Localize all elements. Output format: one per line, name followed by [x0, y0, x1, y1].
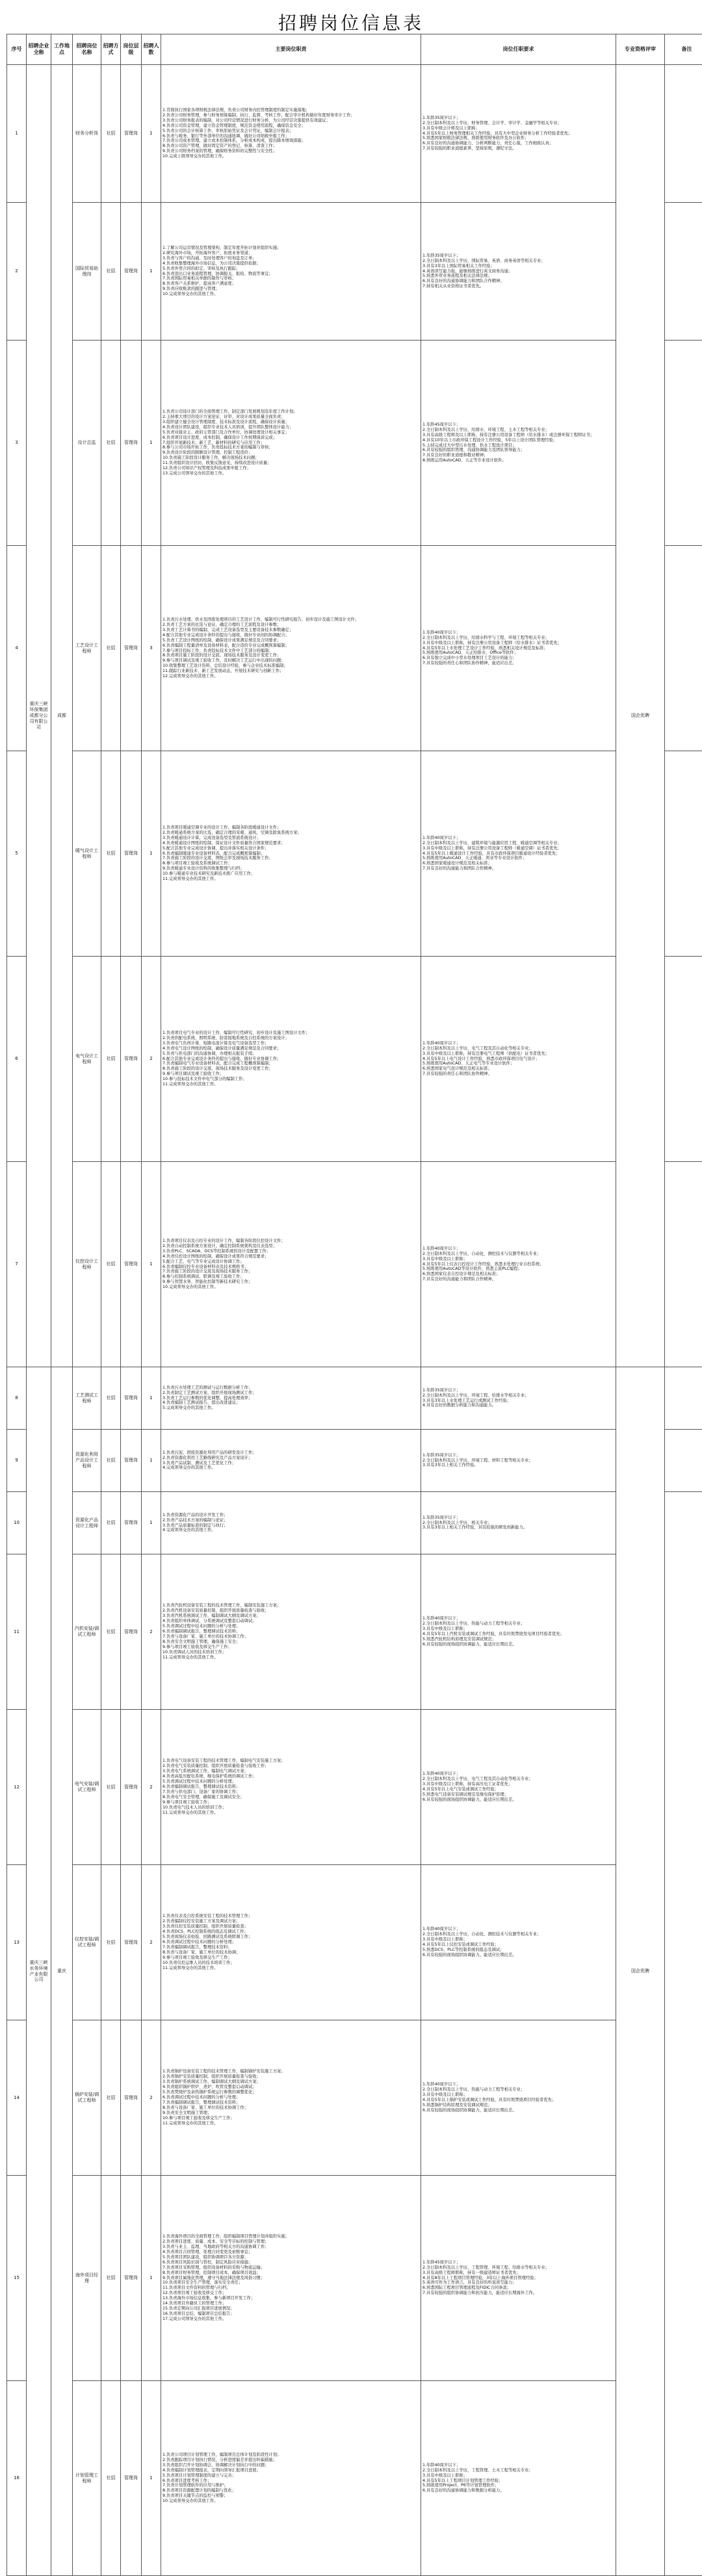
table-row	[7, 65, 702, 203]
position-level-cell: 管理岗	[121, 2020, 142, 2176]
recruit-method-cell: 社招	[101, 957, 121, 1162]
duty-cell: 1.负责电气设备安装工程的技术管理工作，编制电气安装施工方案； 2.负责电气安装质量控制，组织开展质量检查与验收工作； 3.负责电气系统调试工作，编制电气调试方案； 4.负责高低压配电系统、继电保护系统的调试工作； 5.负责调试过程中技术问题的分析处理； 6.负责编制调试报告，整理调试技术资料； 7.负责与供电部门、设备厂家的协调工作； 8.负责电气安全管理，确保施工及调试安全； 9.参与项目竣工验收工作； 10.负责电气技术人员的培训工作； 11.完成领导交办的其他工作。	[161, 1710, 421, 1865]
table-row	[7, 1710, 702, 1865]
duty-cell: 1.负责仪表及自控系统安装工程的技术管理工作； 2.负责编制仪控安装施工方案及调试方案； 3.负责仪控安装质量控制，组织开展质量检查； 4.负责DCS、PLC控制系统的组态及调试工作； 5.负责现场仪表校验、回路测试及系统联调工作； 6.负责调试过程中技术问题的分析处理； 7.负责编制调试报告，整理技术资料； 8.负责与设备厂家、施工单位的技术协调； 9.参与项目竣工验收及移交生产工作； 10.负责仪控运维人员的技术培训工作； 11.完成领导交办的其他工作。	[161, 1865, 421, 2020]
duty-cell: 1.负责公司设计部门的全面管理工作，制定部门发展规划及年度工作计划； 2.主持重大项目的设计方案论证、评审，对设计成果质量全面负责； 3.组织建立健全设计管理制度、技术标准及设计流程，确保设计质量； 4.负责设计团队建设，组织专业技术人员培训，提升团队整体设计能力； 5.负责对接业主、政府主管部门及合作单位，协调处理设计相关事宜； 6.负责项目设计进度、成本控制，确保设计工作按期保质完成； 7.组织开展新技术、新工艺、新材料的研究与应用工作； 8.参与公司市场开拓工作，负责投标技术方案的编制与审核； 9.负责设计阶段的限额设计管理，控制工程造价； 10.负责施工阶段设计服务工作，解决现场技术问题； 11.负责组织设计回访，收集反馈意见，持续改进设计质量； 12.负责公司知识产权管理及科技成果申报工作； 13.完成公司领导交办的其他工作。	[161, 341, 421, 546]
header-cell: 岗位任职要求	[421, 34, 616, 65]
row-number-cell: 3	[7, 341, 27, 546]
recruit-method-cell: 社招	[101, 2176, 121, 2381]
position-level-cell: 管理岗	[121, 957, 142, 1162]
header-row	[7, 34, 702, 65]
recruit-method-cell: 社招	[101, 1865, 121, 2020]
table-row	[7, 1367, 702, 1430]
remark-cell	[665, 203, 702, 341]
row-number-cell: 12	[7, 1710, 27, 1865]
requirement-cell: 1.年龄35周岁以下； 2.全日制本科及以上学历，环境工程、给排水等相关专业； 3.具有3年以上水处理工艺运行或测试工作经验； 4.具有良好的数据分析能力和沟通能力。	[421, 1367, 616, 1430]
remark-cell	[665, 341, 702, 546]
duty-cell: 1.负责项目仪表及自控专业的设计工作，编制各阶段仪控设计文件； 2.负责自动控制系统方案设计，确定控制系统架构及仪表选型； 3.负责PLC、SCADA、DCS等控制系统的设计及配置工作； 4.负责仪控设计图纸的绘制，确保设计成果符合规范要求； 5.配合工艺、电气等专业完成设计协调工作； 6.负责编制仪控专业设备材料表及技术规格书； 7.负责施工阶段的设计交底及现场技术服务工作； 8.参与控制系统调试、联调及竣工验收工作； 9.参与智慧水务、智能化控制等新技术研究工作； 10.完成领导交办的其他工作。	[161, 1162, 421, 1367]
table-row	[7, 2176, 702, 2381]
headcount-cell: 1	[142, 2176, 161, 2381]
position-level-cell: 管理岗	[121, 751, 142, 957]
work-location-cell: 成都	[51, 65, 73, 1367]
table-row	[7, 341, 702, 546]
remark-cell	[665, 751, 702, 957]
requirement-cell: 1.年龄40周岁以下； 2.全日制本科及以上学历，热能与动力工程等相关专业； 3.具有中级及以上职称； 4.具有5年以上锅炉安装或调试工作经验，具有垃圾焚烧项目经验者优先； 5.熟悉锅炉结构原理及安装调试规范； 6.具有较强的现场组织协调能力，能适应长期出差。	[421, 2020, 616, 2176]
recruit-method-cell: 社招	[101, 1162, 121, 1367]
remark-cell	[665, 1367, 702, 1430]
position-level-cell: 管理岗	[121, 1367, 142, 1430]
recruit-method-cell: 社招	[101, 1367, 121, 1430]
duty-cell: 1.负责汽轮机设备安装工程的技术管理工作，编制安装施工方案； 2.负责汽机设备安装质量控制，组织开展质量检查与验收； 3.负责汽机系统调试工作，编制调试大纲及调试方案； 4.负责组织单体调试、分系统调试及整套启动调试； 5.负责调试过程中技术问题的分析与处理； 6.负责编制调试报告，整理调试技术资料； 7.负责与设备厂家、施工单位的技术协调工作； 8.负责安全文明施工管理，确保施工安全； 9.参与项目竣工验收及移交生产工作； 10.负责调试人员的技术培训工作； 11.完成领导交办的其他工作。	[161, 1554, 421, 1710]
position-level-cell: 管理岗	[121, 2176, 142, 2381]
requirement-cell: 1.年龄35周岁以下； 2.全日制本科及以上学历，环境工程、材料工程等相关专业； 3.具有3年以上相关工作经验。	[421, 1430, 616, 1492]
row-number-cell: 15	[7, 2176, 27, 2381]
headcount-cell: 1	[142, 65, 161, 203]
header-cell: 备注	[665, 34, 702, 65]
headcount-cell: 1	[142, 1367, 161, 1430]
duty-cell: 1.负责项目电气专业的设计工作，编制可行性研究、初步设计及施工图设计文件； 2.负责供配电系统、照明系统、防雷接地系统及自控系统的方案设计； 3.负责电气负荷计算、短路电流计算及电气设备选型工作； 4.负责电气设计图纸的绘制，确保设计质量满足规范及合同要求； 5.负责与供电部门的沟通协调，办理相关报装手续； 6.配合其他专业完成设计条件的提出与接收，做好专业协调工作； 7.负责编制电气专业设备材料表，配合完成工程概预算编制； 8.负责施工阶段的设计交底、现场技术服务及设计变更工作； 9.参与项目调试及竣工验收工作； 10.参与投标技术文件中电气部分的编制工作； 11.完成领导交办的其他工作。	[161, 957, 421, 1162]
row-number-cell: 2	[7, 203, 27, 341]
requirement-cell: 1.年龄45周岁以下； 2.全日制本科及以上学历，给排水、环境工程、土木工程等相关专业； 3.具有高级工程师及以上职称，持有注册公用设备工程师（给水排水）或注册环保工程师证书； 4.具有10年以上市政环保工程设计工作经验，5年以上设计团队管理经验； 5.主持完成过大中型污水处理、供水工程设计项目； 6.具有较强的组织管理、沟通协调能力及团队领导能力； 7.具有良好的职业道德和敬业精神； 8.熟练运用AutoCAD、天正等专业设计软件。	[421, 341, 616, 546]
row-number-cell: 7	[7, 1162, 27, 1367]
headcount-cell: 1	[142, 203, 161, 341]
row-number-cell: 9	[7, 1430, 27, 1492]
recruit-method-cell: 社招	[101, 203, 121, 341]
remark-cell	[665, 1430, 702, 1492]
duty-cell: 1.负责项目暖通空调专业的设计工作，编制各阶段暖通设计文件； 2.负责暖通系统方案的比选，确定合理的采暖、通风、空调及除臭系统方案； 3.负责暖通设计计算，完成设备选型及管道系统设计； 4.负责暖通设计图纸的绘制，保证设计文件质量符合国家规范要求； 5.配合其他专业完成设计协调，提出并落实相关设计条件； 6.负责编制暖通专业设备材料表，配合完成概预算编制； 7.负责施工阶段的设计交底、图纸会审及现场技术服务工作； 8.参与项目竣工验收及系统调试工作； 9.负责暖通专业设计资料的收集整理与归档； 10.参与暖通专业技术研究及新技术推广应用工作； 11.完成领导交办的其他工作。	[161, 751, 421, 957]
work-location-cell: 重庆	[51, 1367, 73, 2576]
header-cell: 序号	[7, 34, 27, 65]
position-name-cell: 仪控安装/调试工程师	[73, 1865, 101, 2020]
position-name-cell: 计划管理工程师	[73, 2381, 101, 2576]
position-name-cell: 电气安装/调试工程师	[73, 1710, 101, 1865]
header-cell: 主要岗位职责	[161, 34, 421, 65]
position-name-cell: 设计总监	[73, 341, 101, 546]
row-number-cell: 4	[7, 546, 27, 751]
duty-cell: 1.负责资源化产品的设计开发工作； 2.负责产品技术方案的编制与论证； 3.负责产品质量标准的制定与执行； 4.完成领导交办的其他工作。	[161, 1492, 421, 1554]
recruit-method-cell: 社招	[101, 341, 121, 546]
position-name-cell: 汽机安装/调试工程师	[73, 1554, 101, 1710]
row-number-cell: 6	[7, 957, 27, 1162]
table-row	[7, 1430, 702, 1492]
remark-cell	[665, 65, 702, 203]
headcount-cell: 2	[142, 957, 161, 1162]
position-level-cell: 管理岗	[121, 1554, 142, 1710]
headcount-cell: 1	[142, 341, 161, 546]
headcount-cell: 1	[142, 2381, 161, 2576]
recruit-method-cell: 社招	[101, 1710, 121, 1865]
requirement-cell: 1.年龄40周岁以下； 2.全日制本科及以上学历，自动化、测控技术与仪器等相关专业； 3.具有中级及以上职称； 4.具有5年以上仪控安装或调试工作经验； 5.熟悉DCS、PLC等控制系统的组态及调试； 6.具有较强的现场组织协调能力，能适应长期出差。	[421, 1865, 616, 2020]
requirement-cell: 1.年龄40周岁以下； 2.全日制本科及以上学历，自动化、测控技术与仪器等相关专业； 3.具有中级及以上职称； 4.具有5年以上仪表自控设计工作经验，熟悉水处理行业自控系统； 5.熟练使用AutoCAD等设计软件，熟悉主流PLC编程； 6.熟悉国家仪表自控设计规范及相关标准； 7.具有良好的沟通能力和团队合作精神。	[421, 1162, 616, 1367]
row-number-cell: 11	[7, 1554, 27, 1710]
header-cell: 招聘方式	[101, 34, 121, 65]
table-row	[7, 2020, 702, 2176]
row-number-cell: 14	[7, 2020, 27, 2176]
table-row	[7, 1492, 702, 1554]
remark-cell	[665, 957, 702, 1162]
row-number-cell: 10	[7, 1492, 27, 1554]
position-name-cell: 锅炉安装/调试工程师	[73, 2020, 101, 2176]
requirement-cell: 1.年龄35周岁以下； 2.全日制本科及以上学历，国际贸易、英语、商务英语等相关专业； 3.具有3年以上国际贸易相关工作经验； 4.英语读写能力强，能够熟练进行英文商务沟通； 5.熟悉外贸业务流程及相关法律法规； 6.具有良好的沟通协调能力和团队合作精神； 7.持有相关从业资格证书者优先。	[421, 203, 616, 341]
requirement-cell: 1.年龄40周岁以下； 2.全日制本科及以上学历，给排水科学与工程、环境工程等相关专业； 3.具有中级及以上职称，持有注册公用设备工程师（给水排水）证书者优先； 4.具有5年以上水处理工艺设计工作经验，熟悉相关设计规范及标准； 5.熟练使用AutoCAD、天正给排水、Office等软件； 6.具有独立完成中小型水处理项目工艺设计的能力； 7.具有较强的责任心和团队协作精神，能适应出差。	[421, 546, 616, 751]
header-cell: 工作地点	[51, 34, 73, 65]
page-title: 招聘岗位信息表	[0, 0, 702, 34]
table-row	[7, 957, 702, 1162]
header-cell: 招聘岗位名称	[73, 34, 101, 65]
jobs-table	[6, 34, 702, 2576]
row-number-cell: 8	[7, 1367, 27, 1430]
requirement-cell: 1.年龄45周岁以下； 2.全日制本科及以上学历，工程管理、环境工程、给排水等相关专业； 3.具有高级工程师职称，持有一级建造师证书者优先； 4.具有8年以上工程项目管理经验，3年以上海外项目管理经验； 5.英语可作为工作语言，具有良好的听说读写能力； 6.熟悉国际工程项目管理流程及FIDIC合同条款； 7.具有较强的组织协调能力和抗压能力，能适应长期海外工作。	[421, 2176, 616, 2381]
duty-cell: 1.负责公司项目计划管理工作，编制项目总体计划及阶段性计划； 2.负责跟踪项目计划执行情况，分析进度偏差并提出纠偏措施； 3.负责组织召开计划协调会，协调解决计划执行中的问题； 4.负责编制计划管理报表，定期向领导汇报项目进展； 5.负责项目计划管理制度的建立与完善； 6.负责项目进度考核工作； 7.负责计划管理软件的应用与维护； 8.负责项目资源配置计划的编制与优化； 9.负责项目关键节点的监控与预警； 10.完成领导交办的其他工作。	[161, 2381, 421, 2576]
position-name-cell: 资源化产品设计工程师	[73, 1492, 101, 1554]
position-level-cell: 管理岗	[121, 2381, 142, 2576]
company-name-cell: 重庆三峡环保集团成都分公司有限公司	[27, 65, 51, 1367]
header-cell: 岗位层级	[121, 34, 142, 65]
company-name-cell: 重庆三峡水务环境产业有限公司	[27, 1367, 51, 2576]
position-level-cell: 管理岗	[121, 1492, 142, 1554]
header-cell: 专业资格评审	[616, 34, 665, 65]
position-name-cell: 财务分析岗	[73, 65, 101, 203]
duty-cell: 1.负责污水处理工艺的测试与运行数据分析工作； 2.负责制定工艺测试方案，组织开展现场测试工作； 3.负责工艺运行参数的优化调整，提高处理效率； 4.负责编制工艺测试报告，提出改进建议； 5.完成领导交办的其他工作。	[161, 1367, 421, 1430]
position-name-cell: 仪控设计工程师	[73, 1162, 101, 1367]
recruit-method-cell: 社招	[101, 2020, 121, 2176]
recruit-method-cell: 社招	[101, 751, 121, 957]
row-number-cell: 13	[7, 1865, 27, 2020]
evaluation-cell: 国企优聘	[616, 1367, 665, 2576]
table-row	[7, 203, 702, 341]
requirement-cell: 1.年龄40周岁以下； 2.全日制本科及以上学历，电气工程及其自动化等相关专业； 3.具有中级及以上职称，持有高压电工证者优先； 4.具有5年以上电气安装或调试工作经验； 5.熟悉电气设备安装调试规范及继电保护原理； 6.具有较强的现场组织协调能力，能适应长期出差。	[421, 1710, 616, 1865]
recruit-method-cell: 社招	[101, 2381, 121, 2576]
headcount-cell: 1	[142, 1492, 161, 1554]
position-level-cell: 管理岗	[121, 1865, 142, 2020]
position-name-cell: 暖气设计工程师	[73, 751, 101, 957]
position-name-cell: 海外项目经理	[73, 2176, 101, 2381]
requirement-cell: 1.年龄40周岁以下； 2.全日制本科及以上学历，工程管理、土木工程等相关专业； 3.具有中级及以上职称； 4.具有5年以上工程项目计划管理工作经验； 5.熟练使用Project、P6等计划管理软件； 6.具有良好的沟通协调能力和数据分析能力。	[421, 2381, 616, 2576]
remark-cell	[665, 1162, 702, 1367]
position-name-cell: 工艺测试工程师	[73, 1367, 101, 1430]
headcount-cell: 2	[142, 1554, 161, 1710]
position-name-cell: 资源化利用产品设计工程师	[73, 1430, 101, 1492]
duty-cell: 1.了解公司运营情况及管理架构，制定年度开拓计划并组织实施； 2.研究海外市场，开拓海外客户，拓展业务渠道； 3.负责与客户的沟通，及时处理客户的询盘及订单； 4.负责收集整理海外市场信息，为公司决策提供依据； 5.负责外贸合同的拟定、审核及执行跟踪； 6.负责进出口业务流程管理，协调报关、报检、物流等事宜； 7.负责国际贸易相关单据的制作与审核； 8.负责客户关系维护，提高客户满意度； 9.负责应收账款的跟进与管理； 10.完成领导交办的其他工作。	[161, 203, 421, 341]
requirement-cell: 1.年龄40周岁以下； 2.全日制本科及以上学历，建筑环境与能源应用工程、暖通空调等相关专业； 3.具有中级及以上职称，持有注册公用设备工程师（暖通空调）证书者优先； 4.具有5年以上暖通设计工作经验，具有市政环保项目暖通设计经验者优先； 5.熟练使用AutoCAD、天正暖通、鸿业等专业设计软件； 6.熟悉国家暖通设计规范及相关标准； 7.具有良好的沟通能力和团队合作精神。	[421, 751, 616, 957]
headcount-cell: 2	[142, 2020, 161, 2176]
headcount-cell: 1	[142, 751, 161, 957]
header-cell: 招聘人数	[142, 34, 161, 65]
recruit-method-cell: 社招	[101, 1430, 121, 1492]
headcount-cell: 1	[142, 1162, 161, 1367]
evaluation-cell	[665, 1492, 702, 2576]
headcount-cell: 3	[142, 546, 161, 751]
table-row	[7, 546, 702, 751]
duty-cell: 1.贯彻执行国家各项财税法律法规，负责公司财务内控管理制度的制定实施落地； 2.负责公司财务管理，参与财务预算编制、执行、监督、考核工作，配合审计机构做好年度财务审计工作； 3.负责公司财务报表的编制，对公司经营情况进行财务分析，为公司经营决策提供有效建议； 4.负责公司资金管理，建立资金管理制度，规范资金使用流程，确保资金安全； 5.负责公司的会计核算工作，审核原始凭证及会计凭证，编制会计报表； 6.负责与税务、银行等外部单位的沟通协调，做好公司纳税申报工作； 7.负责公司成本管理，建立成本控制体系，分析成本构成，提出降本增效措施； 8.负责公司资产管理，做好固定资产的登记、核算、清查工作； 9.负责公司财务档案的管理，确保财务资料的完整性与安全性； 10.完成上级领导交办的其他工作。	[161, 65, 421, 203]
position-level-cell: 管理岗	[121, 203, 142, 341]
recruit-method-cell: 社招	[101, 65, 121, 203]
headcount-cell: 1	[142, 1430, 161, 1492]
requirement-cell: 1.年龄40周岁以下； 2.全日制本科及以上学历，电气工程及其自动化等相关专业； 3.具有中级及以上职称，持有注册电气工程师（供配电）证书者优先； 4.具有5年以上电气设计工作经验，熟悉市政环保项目电气设计； 5.熟练使用AutoCAD、天正电气等专业设计软件； 6.熟悉国家电气设计规范及相关标准； 7.具有较强的责任心和团队协作精神。	[421, 957, 616, 1162]
position-name-cell: 国际贸易助理岗	[73, 203, 101, 341]
requirement-cell: 1.年龄40周岁以下； 2.全日制本科及以上学历，热能与动力工程等相关专业； 3.具有中级及以上职称； 4.具有5年以上汽机安装或调试工作经验，具有垃圾焚烧发电项目经验者优先； 5.熟悉汽轮机结构原理及安装调试规范； 6.具有较强的现场组织协调能力，能适应长期出差。	[421, 1554, 616, 1710]
position-name-cell: 电气设计工程师	[73, 957, 101, 1162]
table-row	[7, 2381, 702, 2576]
position-level-cell: 管理岗	[121, 65, 142, 203]
row-number-cell: 5	[7, 751, 27, 957]
recruit-method-cell: 社招	[101, 1554, 121, 1710]
position-level-cell: 管理岗	[121, 1162, 142, 1367]
row-number-cell: 1	[7, 65, 27, 203]
evaluation-cell: 国企优聘	[616, 65, 665, 1367]
table-row	[7, 751, 702, 957]
header-cell: 招聘企业全称	[27, 34, 51, 65]
recruit-method-cell: 社招	[101, 1492, 121, 1554]
position-level-cell: 管理岗	[121, 1710, 142, 1865]
table-row	[7, 1865, 702, 2020]
remark-cell	[665, 546, 702, 751]
position-level-cell: 管理岗	[121, 341, 142, 546]
requirement-cell: 1.年龄35周岁以下； 2.全日制本科及以上学历，相关专业； 3.具有3年以上相关工作经验，具有较强的研发创新能力。	[421, 1492, 616, 1554]
table-body	[7, 65, 702, 2576]
position-level-cell: 管理岗	[121, 546, 142, 751]
position-level-cell: 管理岗	[121, 1430, 142, 1492]
duty-cell: 1.负责污泥、固废资源化利用产品的研发设计工作； 2.负责资源化利用工艺路线研究及产品方案设计； 3.负责产品试制、测试及工艺优化工作； 4.完成领导交办的其他工作。	[161, 1430, 421, 1492]
headcount-cell: 2	[142, 1710, 161, 1865]
row-number-cell: 16	[7, 2381, 27, 2576]
headcount-cell: 2	[142, 1865, 161, 2020]
table-row	[7, 1162, 702, 1367]
duty-cell: 1.负责海外项目的全面管理工作，组织编制项目管理计划并组织实施； 2.负责项目进度、质量、成本、安全等目标的控制与管理； 3.负责与业主、监理、当地政府等相关方的沟通协调工作； 4.负责项目合同管理，处理合同变更及索赔事宜； 5.负责项目团队建设，组织协调项目各方资源； 6.负责项目风险识别与管控，制定风险应对措施； 7.负责项目采购管理，组织设备材料的采购与物流运输； 8.负责项目财务管理，控制项目成本，确保项目效益； 9.负责项目属地化管理，遵守当地法律法规及风俗习惯； 10.负责项目安全生产管理，落实安全责任； 11.负责项目文件资料的管理与归档； 12.负责项目竣工验收及移交工作； 13.负责海外市场信息收集，参与新项目开发工作； 14.负责项目外籍员工的管理工作； 15.负责定期向公司汇报项目进展情况； 16.负责项目总结，编制项目总结报告； 17.完成公司领导交办的其他工作。	[161, 2176, 421, 2381]
duty-cell: 1.负责污水处理、供水及固废处理项目的工艺设计工作，编制可行性研究报告、初步设计及施工图设计文件； 2.负责工艺方案的比选与论证，确定合理的工艺流程及设计参数； 3.负责工艺计算书的编制，完成工艺设备选型及主要设备技术参数确定； 4.配合其他专业完成设计条件的提出与接收，做好专业间的协调配合； 5.负责工艺设计图纸的绘制，确保设计成果满足规范及合同要求； 6.负责编制工程量清单及设备材料表，配合造价专业完成概预算编制； 7.参与项目投标工作，负责投标技术文件中工艺部分的编制； 8.负责项目施工阶段的设计交底、现场技术服务及设计变更工作； 9.参与项目调试及竣工验收工作，及时解决工艺运行中出现的问题； 10.收集整理工艺设计资料，总结设计经验，参与企业技术标准编制； 11.跟踪行业新技术、新工艺发展动态，开展技术研究与创新工作； 12.完成领导交办的其他工作。	[161, 546, 421, 751]
duty-cell: 1.负责锅炉设备安装工程的技术管理工作，编制锅炉安装施工方案； 2.负责锅炉安装质量控制，组织开展质量检查与验收； 3.负责锅炉系统调试工作，编制调试大纲及调试方案； 4.负责组织锅炉烘炉、煮炉、吹管及整套启动调试； 5.负责焚烧炉及余热锅炉系统运行参数的调整优化； 6.负责调试过程中技术问题的分析与处理； 7.负责编制调试报告，整理调试技术资料； 8.负责与设备厂家、施工单位的技术协调工作； 9.负责安全文明施工管理； 10.参与项目竣工验收及移交生产工作； 11.完成领导交办的其他工作。	[161, 2020, 421, 2176]
table-row	[7, 1554, 702, 1710]
recruit-method-cell: 社招	[101, 546, 121, 751]
position-name-cell: 工艺设计工程师	[73, 546, 101, 751]
requirement-cell: 1.年龄35周岁以下； 2.全日制本科及以上学历，财务管理、会计学、审计学、金融学等相关专业； 3.具有中级会计师及以上职称； 4.具有5年以上财务管理相关工作经验，具有大中型企业财务分析工作经验者优先； 5.熟悉国家财税法律法规，熟练使用财务软件及办公软件； 6.具有良好的沟通协调能力、分析判断能力，责任心强，工作细致认真； 7.具有较强的职业道德素养，坚持原则，遵纪守法。	[421, 65, 616, 203]
